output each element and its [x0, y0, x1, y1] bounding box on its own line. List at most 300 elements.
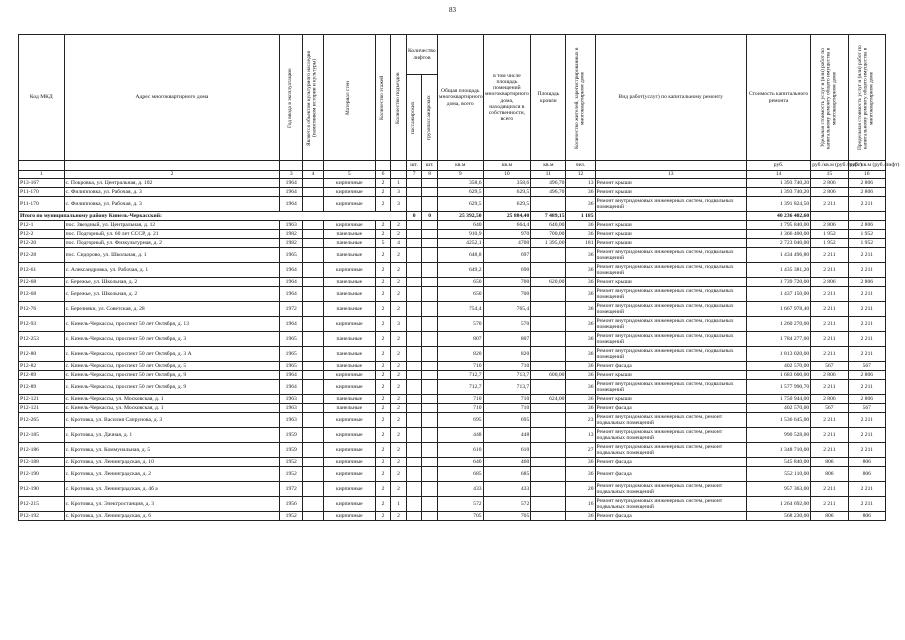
- residents-cell: 36: [566, 197, 595, 212]
- lifts-pass-cell: [406, 428, 422, 443]
- heritage-cell: [303, 428, 324, 443]
- max-cost-cell: 2 211: [848, 413, 885, 428]
- year-cell: 1964: [280, 188, 303, 197]
- area-total-cell: 650: [437, 278, 483, 287]
- unit-cell: кв.м: [437, 161, 483, 171]
- cost-cell: 402 570,00: [746, 404, 810, 413]
- works-cell: Ремонт крыши: [595, 188, 746, 197]
- lifts-pass-cell: [406, 239, 422, 248]
- residents-cell: 36: [566, 512, 595, 521]
- entrances-cell: 1: [391, 497, 407, 512]
- unit-cost-cell: 2 211: [811, 263, 848, 278]
- address-cell: пос. Подгорный, ул. 60 лет СССР, д. 21: [64, 230, 280, 239]
- address-cell: пос. Звездный, ул. Центральная, д. 12: [64, 221, 280, 230]
- max-cost-cell: 2 211: [848, 482, 885, 497]
- table-row: [19, 221, 886, 230]
- unit-cost-cell: [811, 212, 848, 221]
- code-cell: Р12-20: [19, 239, 65, 248]
- heritage-cell: [303, 413, 324, 428]
- table-row: [19, 197, 886, 212]
- roof-cell: [531, 458, 566, 467]
- lifts-pass-cell: 0: [406, 212, 422, 221]
- code-cell: Р12-61: [19, 263, 65, 278]
- entrances-cell: 2: [391, 230, 407, 239]
- header-lifts: Количество лифтов: [406, 35, 437, 75]
- unit-cost-cell: 2 211: [811, 380, 848, 395]
- roof-cell: [531, 443, 566, 458]
- heritage-cell: [303, 347, 324, 362]
- heritage-cell: [303, 239, 324, 248]
- index-cell: 15: [811, 171, 848, 179]
- unit-cell: кв.м: [531, 161, 566, 171]
- year-cell: 1956: [280, 497, 303, 512]
- max-cost-cell: 2 211: [848, 287, 885, 302]
- code-cell: Р12-185: [19, 428, 65, 443]
- year-cell: 1959: [280, 443, 303, 458]
- residents-cell: 36: [566, 230, 595, 239]
- index-cell: 8: [422, 171, 438, 179]
- walls-cell: кирпичные: [323, 197, 375, 212]
- roof-cell: 496,70: [531, 188, 566, 197]
- year-cell: 1963: [280, 413, 303, 428]
- code-cell: Р12-121: [19, 395, 65, 404]
- entrances-cell: 2: [391, 332, 407, 347]
- area-total-cell: 610: [437, 443, 483, 458]
- walls-cell: кирпичные: [323, 413, 375, 428]
- floors-cell: 2: [375, 302, 391, 317]
- max-cost-cell: 2 806: [848, 395, 885, 404]
- max-cost-cell: 2 211: [848, 428, 885, 443]
- code-cell: Р12-190: [19, 482, 65, 497]
- roof-cell: [531, 380, 566, 395]
- address-cell: с. Филипповка, ул. Рабочая, д. 3: [64, 197, 280, 212]
- cost-cell: 552 110,00: [746, 467, 810, 482]
- year-cell: 1965: [280, 362, 303, 371]
- address-cell: с. Кинель-Черкассы, ул. Московская, д. 1: [64, 404, 280, 413]
- lifts-pass-cell: [406, 188, 422, 197]
- floors-cell: 2: [375, 428, 391, 443]
- area-total-cell: 570: [437, 317, 483, 332]
- table-row: [19, 458, 886, 467]
- address-cell: с. Кротовка, ул. Ленинградская, д. 6: [64, 512, 280, 521]
- works-cell: Ремонт внутридомовых инженерных систем, ремонт подвальных помещений: [595, 497, 746, 512]
- unit-cell: руб./кв.м (руб./лифт): [811, 161, 848, 171]
- year-cell: 1982: [280, 239, 303, 248]
- cost-cell: 1 683 600,00: [746, 371, 810, 380]
- works-cell: Ремонт фасада: [595, 458, 746, 467]
- table-row: [19, 380, 886, 395]
- walls-cell: кирпичные: [323, 263, 375, 278]
- entrances-cell: 2: [391, 347, 407, 362]
- unit-cell: [595, 161, 746, 171]
- header-unit-cost: Удельная стоимость услуг и (или) работ по капитальному ремонту общего имущества в многоквартирном доме: [819, 46, 838, 149]
- works-cell: Ремонт внутридомовых инженерных систем, подвальных помещений: [595, 332, 746, 347]
- entrances-cell: 2: [391, 443, 407, 458]
- unit-cost-cell: 2 806: [811, 179, 848, 188]
- table-row: [19, 482, 886, 497]
- table-row: [19, 395, 886, 404]
- cost-cell: 2 723 040,00: [746, 239, 810, 248]
- heritage-cell: [303, 380, 324, 395]
- address-cell: пос. Сидорово, ул. Школьная, д. 1: [64, 248, 280, 263]
- heritage-cell: [303, 371, 324, 380]
- heritage-cell: [303, 404, 324, 413]
- roof-cell: [531, 248, 566, 263]
- lifts-cargo-cell: [422, 443, 438, 458]
- works-cell: Ремонт внутридомовых инженерных систем, подвальных помещений: [595, 302, 746, 317]
- lifts-cargo-cell: [422, 239, 438, 248]
- lifts-cargo-cell: [422, 263, 438, 278]
- residents-cell: 181: [566, 239, 595, 248]
- area-total-cell: 754,4: [437, 302, 483, 317]
- year-cell: 1964: [280, 179, 303, 188]
- walls-cell: кирпичные: [323, 512, 375, 521]
- unit-cell: руб./кв.м (руб./лифт): [848, 161, 885, 171]
- address-cell: с. Кротовка, ул. Ленинградская, д. 10: [64, 458, 280, 467]
- walls-cell: кирпичные: [323, 497, 375, 512]
- cost-cell: 1 435 381,20: [746, 263, 810, 278]
- heritage-cell: [303, 512, 324, 521]
- area-total-cell: 910,9: [437, 230, 483, 239]
- header-lifts-cargo: грузопассажирских: [425, 95, 432, 140]
- floors-cell: 2: [375, 512, 391, 521]
- address-cell: с. Бережье, ул. Школьная, д. 2: [64, 287, 280, 302]
- roof-cell: [531, 362, 566, 371]
- walls-cell: панельные: [323, 404, 375, 413]
- area-own-cell: 697: [483, 248, 531, 263]
- roof-cell: [531, 302, 566, 317]
- unit-cost-cell: 2 211: [811, 347, 848, 362]
- heritage-cell: [303, 179, 324, 188]
- code-cell: Р12-76: [19, 302, 65, 317]
- lifts-pass-cell: [406, 380, 422, 395]
- heritage-cell: [303, 467, 324, 482]
- entrances-cell: 2: [391, 467, 407, 482]
- floors-cell: 2: [375, 248, 391, 263]
- residents-cell: 36: [566, 302, 595, 317]
- residents-cell: 20: [566, 482, 595, 497]
- lifts-pass-cell: [406, 302, 422, 317]
- walls-cell: панельные: [323, 287, 375, 302]
- lifts-cargo-cell: [422, 497, 438, 512]
- lifts-cargo-cell: [422, 197, 438, 212]
- area-own-cell: 765,4: [483, 302, 531, 317]
- table-row: [19, 278, 886, 287]
- walls-cell: кирпичные: [323, 371, 375, 380]
- entrances-cell: 2: [391, 278, 407, 287]
- area-own-cell: 710: [483, 395, 531, 404]
- roof-cell: 624,00: [531, 395, 566, 404]
- table-row: [19, 371, 886, 380]
- heritage-cell: [303, 362, 324, 371]
- walls-cell: кирпичные: [323, 221, 375, 230]
- area-own-cell: 358,6: [483, 179, 531, 188]
- entrances-cell: 4: [391, 239, 407, 248]
- area-own-cell: 695: [483, 413, 531, 428]
- entrances-cell: 3: [391, 188, 407, 197]
- heritage-cell: [303, 248, 324, 263]
- cost-cell: 40 236 402,60: [746, 212, 810, 221]
- heritage-cell: [303, 332, 324, 347]
- address-cell: с. Кинель-Черкассы, проспект 50 лет Октября, д. 3: [64, 332, 280, 347]
- lifts-pass-cell: [406, 371, 422, 380]
- index-cell: 5: [323, 171, 375, 179]
- year-cell: 1952: [280, 467, 303, 482]
- works-cell: Ремонт внутридомовых инженерных систем, подвальных помещений: [595, 317, 746, 332]
- floors-cell: 2: [375, 380, 391, 395]
- entrances-cell: 2: [391, 458, 407, 467]
- cost-cell: 1 795 840,00: [746, 221, 810, 230]
- header-cost: Стоимость капитального ремонта: [746, 35, 810, 161]
- address-cell: с. Кротовка, ул. Ленинградская, д. 2: [64, 467, 280, 482]
- unit-cost-cell: 2 806: [811, 221, 848, 230]
- year-cell: 1965: [280, 248, 303, 263]
- works-cell: Ремонт внутридомовых инженерных систем, подвальных помещений: [595, 263, 746, 278]
- works-cell: Ремонт крыши: [595, 278, 746, 287]
- entrances-cell: 2: [391, 512, 407, 521]
- area-total-cell: 433: [437, 482, 483, 497]
- max-cost-cell: 806: [848, 458, 885, 467]
- table-row: [19, 287, 886, 302]
- code-cell: Р12-68: [19, 278, 65, 287]
- year-cell: 1963: [280, 395, 303, 404]
- works-cell: Ремонт крыши: [595, 179, 746, 188]
- lifts-pass-cell: [406, 263, 422, 278]
- area-own-cell: 664,4: [483, 221, 531, 230]
- cost-cell: 1 739 720,00: [746, 278, 810, 287]
- roof-cell: [531, 317, 566, 332]
- roof-cell: [531, 428, 566, 443]
- unit-cell: шт.: [422, 161, 438, 171]
- year-cell: 1963: [280, 221, 303, 230]
- table-row: [19, 512, 886, 521]
- max-cost-cell: 2 211: [848, 332, 885, 347]
- unit-cost-cell: 806: [811, 467, 848, 482]
- max-cost-cell: 2 211: [848, 347, 885, 362]
- code-cell: Р12-253: [19, 332, 65, 347]
- area-own-cell: 713,7: [483, 380, 531, 395]
- area-own-cell: 700: [483, 278, 531, 287]
- lifts-pass-cell: [406, 317, 422, 332]
- cost-cell: 1 813 020,00: [746, 347, 810, 362]
- lifts-pass-cell: [406, 404, 422, 413]
- table-row: [19, 263, 886, 278]
- area-total-cell: 640: [437, 458, 483, 467]
- heritage-cell: [303, 287, 324, 302]
- roof-cell: 620,00: [531, 278, 566, 287]
- cost-cell: 402 570,00: [746, 362, 810, 371]
- unit-cost-cell: 2 211: [811, 332, 848, 347]
- code-cell: Р12-89: [19, 371, 65, 380]
- address-cell: с. Бережье, ул. Школьная, д. 2: [64, 278, 280, 287]
- index-cell: [391, 171, 407, 179]
- lifts-pass-cell: [406, 443, 422, 458]
- max-cost-cell: 567: [848, 362, 885, 371]
- lifts-cargo-cell: [422, 428, 438, 443]
- index-cell: 6: [375, 171, 391, 179]
- unit-cost-cell: 2 211: [811, 428, 848, 443]
- entrances-cell: 2: [391, 482, 407, 497]
- walls-cell: кирпичные: [323, 317, 375, 332]
- residents-cell: 36: [566, 362, 595, 371]
- unit-cost-cell: 2 211: [811, 443, 848, 458]
- heritage-cell: [303, 230, 324, 239]
- max-cost-cell: 2 211: [848, 263, 885, 278]
- unit-cost-cell: 2 211: [811, 497, 848, 512]
- walls-cell: кирпичные: [323, 179, 375, 188]
- index-cell: 12: [566, 171, 595, 179]
- address-cell: с. Александровка, ул. Рабочая, д. 1: [64, 263, 280, 278]
- residents-cell: 36: [566, 395, 595, 404]
- entrances-cell: 2: [391, 263, 407, 278]
- area-total-cell: 685: [437, 467, 483, 482]
- works-cell: Ремонт фасада: [595, 362, 746, 371]
- lifts-cargo-cell: [422, 482, 438, 497]
- table-row: [19, 413, 886, 428]
- year-cell: 1952: [280, 512, 303, 521]
- works-cell: Ремонт фасада: [595, 467, 746, 482]
- works-cell: Ремонт фасада: [595, 512, 746, 521]
- max-cost-cell: 2 211: [848, 380, 885, 395]
- entrances-cell: 1: [391, 179, 407, 188]
- residents-cell: 36: [566, 467, 595, 482]
- lifts-pass-cell: [406, 458, 422, 467]
- code-cell: Р11-170: [19, 197, 65, 212]
- area-total-cell: 820: [437, 347, 483, 362]
- lifts-cargo-cell: [422, 188, 438, 197]
- floors-cell: 2: [375, 467, 391, 482]
- walls-cell: панельные: [323, 332, 375, 347]
- floors-cell: 2: [375, 332, 391, 347]
- lifts-pass-cell: [406, 467, 422, 482]
- index-cell: 11: [531, 171, 566, 179]
- entrances-cell: 2: [391, 248, 407, 263]
- floors-cell: 2: [375, 347, 391, 362]
- cost-cell: 1 366 400,00: [746, 230, 810, 239]
- entrances-cell: 2: [391, 428, 407, 443]
- code-cell: Р12-1: [19, 221, 65, 230]
- entrances-cell: 2: [391, 404, 407, 413]
- unit-cost-cell: 806: [811, 458, 848, 467]
- area-own-cell: 448: [483, 428, 531, 443]
- code-cell: Р12-190: [19, 467, 65, 482]
- unit-cell: [280, 161, 303, 171]
- table-row: [19, 317, 886, 332]
- cost-cell: 1 348 710,00: [746, 443, 810, 458]
- residents-cell: 36: [566, 380, 595, 395]
- floors-cell: 2: [375, 395, 391, 404]
- lifts-pass-cell: [406, 497, 422, 512]
- code-cell: Р12-186: [19, 443, 65, 458]
- address-cell: с. Кинель-Черкассы, проспект 50 лет Октября, д. 9: [64, 371, 280, 380]
- residents-cell: 13: [566, 428, 595, 443]
- code-cell: Р12-188: [19, 458, 65, 467]
- area-total-cell: 710: [437, 404, 483, 413]
- floors-cell: 2: [375, 413, 391, 428]
- entrances-cell: 3: [391, 197, 407, 212]
- address-cell: с. Кинель-Черкассы, проспект 50 лет Октября, д. 3 А: [64, 347, 280, 362]
- heritage-cell: [303, 458, 324, 467]
- unit-cost-cell: 2 211: [811, 482, 848, 497]
- page-number: 83: [449, 6, 456, 14]
- area-total-cell: 807: [437, 332, 483, 347]
- unit-cell: чел.: [566, 161, 595, 171]
- walls-cell: панельные: [323, 278, 375, 287]
- unit-cost-cell: 2 211: [811, 248, 848, 263]
- table-row: [19, 497, 886, 512]
- walls-cell: кирпичные: [323, 467, 375, 482]
- walls-cell: панельные: [323, 230, 375, 239]
- area-total-cell: 448: [437, 428, 483, 443]
- total-row: [19, 212, 886, 221]
- area-total-cell: 25 392,50: [437, 212, 483, 221]
- walls-cell: панельные: [323, 239, 375, 248]
- code-cell: Р12-121: [19, 404, 65, 413]
- index-cell: 10: [483, 171, 531, 179]
- code-cell: Р13-167: [19, 179, 65, 188]
- code-cell: Р12-93: [19, 317, 65, 332]
- header-works: Вид работ(услуг) по капитальному ремонту: [595, 35, 746, 161]
- lifts-cargo-cell: [422, 467, 438, 482]
- floors-cell: 2: [375, 482, 391, 497]
- roof-cell: 496,70: [531, 179, 566, 188]
- cost-cell: 1 577 990,70: [746, 380, 810, 395]
- header-roof: Площадь кровли: [531, 35, 566, 161]
- cost-cell: 957 363,00: [746, 482, 810, 497]
- roof-cell: [531, 347, 566, 362]
- lifts-pass-cell: [406, 278, 422, 287]
- residents-cell: 36: [566, 371, 595, 380]
- entrances-cell: 2: [391, 371, 407, 380]
- table-row: [19, 467, 886, 482]
- entrances-cell: 2: [391, 221, 407, 230]
- code-cell: Р12-2: [19, 230, 65, 239]
- area-total-cell: 629,5: [437, 188, 483, 197]
- area-own-cell: 970: [483, 230, 531, 239]
- max-cost-cell: 2 806: [848, 221, 885, 230]
- area-own-cell: 710: [483, 362, 531, 371]
- cost-cell: 1 264 692,00: [746, 497, 810, 512]
- residents-cell: 16: [566, 497, 595, 512]
- roof-cell: [531, 413, 566, 428]
- residents-cell: 36: [566, 404, 595, 413]
- cost-cell: 1 667 978,40: [746, 302, 810, 317]
- walls-cell: кирпичные: [323, 482, 375, 497]
- roof-cell: [531, 467, 566, 482]
- area-own-cell: 433: [483, 482, 531, 497]
- lifts-cargo-cell: [422, 332, 438, 347]
- roof-cell: 7 489,15: [531, 212, 566, 221]
- area-own-cell: 710: [483, 404, 531, 413]
- area-own-cell: 807: [483, 332, 531, 347]
- max-cost-cell: 2 211: [848, 248, 885, 263]
- unit-cell: [303, 161, 324, 171]
- index-cell: 2: [64, 171, 280, 179]
- residents-cell: 23: [566, 413, 595, 428]
- residents-cell: 36: [566, 287, 595, 302]
- roof-cell: [531, 497, 566, 512]
- table-row: [19, 332, 886, 347]
- entrances-cell: 2: [391, 287, 407, 302]
- lifts-pass-cell: [406, 482, 422, 497]
- residents-cell: 1 185: [566, 212, 595, 221]
- lifts-pass-cell: [406, 230, 422, 239]
- residents-cell: 36: [566, 458, 595, 467]
- cost-cell: 990 528,00: [746, 428, 810, 443]
- lifts-cargo-cell: [422, 458, 438, 467]
- table-row: [19, 362, 886, 371]
- residents-cell: 36: [566, 278, 595, 287]
